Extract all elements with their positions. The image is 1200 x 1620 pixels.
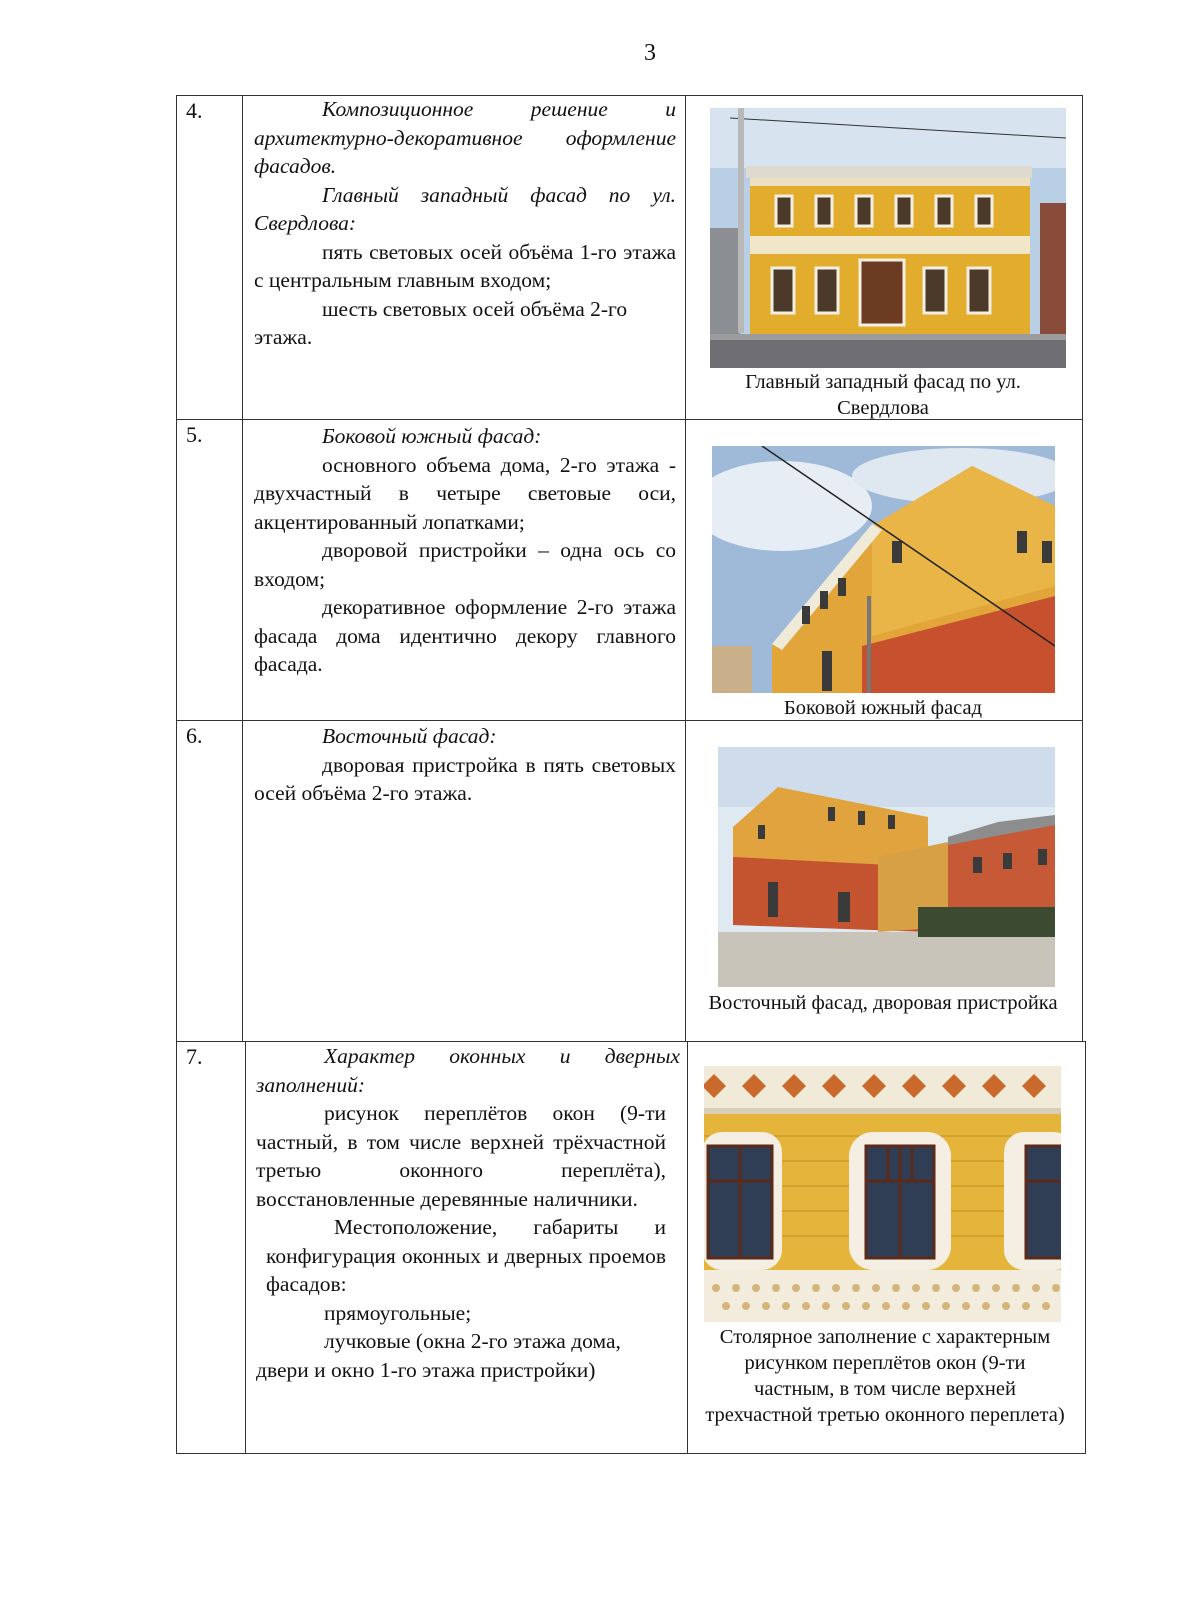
paragraph: Боковой южный фасад: [322, 424, 542, 448]
paragraph: лучковые (окна 2-го этажа дома, двери и окно 1-го этажа пристройки) [256, 1329, 621, 1382]
paragraph: Композиционное решение и архитектурно-декоративное оформление фасадов. [254, 97, 676, 178]
photo-south-side-facade [712, 446, 1055, 693]
photo-main-west-facade [710, 108, 1066, 368]
paragraph: шесть световых осей объёма 2-го этажа. [254, 296, 628, 349]
paragraph: Характер оконных и дверных заполнений: [256, 1044, 680, 1097]
row-text [254, 422, 676, 679]
photo-window-joinery [704, 1066, 1061, 1322]
cell-number [176, 419, 243, 721]
photo-caption: Восточный фасад, дворовая пристройка [708, 992, 1058, 1014]
row-text [254, 95, 676, 352]
paragraph: Главный западный фасад по ул. Свердлова: [254, 182, 676, 235]
row-number: 7. [186, 1044, 203, 1069]
paragraph: Местоположение, габариты и конфигурация оконных и дверных проемов фасадов: [266, 1215, 666, 1296]
cell-number [176, 95, 243, 420]
row-number: 6. [186, 723, 203, 748]
paragraph: рисунок переплётов окон (9-ти частный, в том числе верхней трёхчастной третью оконного переплёта), восстановленные деревянные наличники. [256, 1101, 666, 1211]
paragraph: пять световых осей объёма 1-го этажа с центральным главным входом; [254, 239, 676, 292]
cell-number [176, 1041, 246, 1454]
photo-caption: Боковой южный фасад [783, 697, 983, 719]
row-text [256, 1042, 680, 1384]
row-number: 4. [186, 98, 203, 123]
page-number: 3 [644, 40, 656, 66]
cell-number [176, 720, 243, 1042]
paragraph: прямоугольные; [324, 1300, 472, 1325]
paragraph: Восточный фасад: [322, 724, 497, 748]
row-text [254, 722, 676, 808]
paragraph: декоративное оформление 2-го этажа фасада дома идентично декору главного фасада. [254, 595, 676, 676]
photo-east-facade-courtyard [718, 747, 1055, 987]
row-number: 5. [186, 422, 203, 447]
paragraph: дворовая пристройка в пять световых осей объёма 2-го этажа. [254, 752, 676, 805]
photo-caption: Главный западный фасад по ул. Свердлова [745, 371, 1021, 419]
paragraph: дворовой пристройки – одна ось со входом; [254, 538, 676, 591]
paragraph: основного объема дома, 2-го этажа - двухчастный в четыре световые оси, акцентированный лопатками; [254, 452, 676, 534]
photo-caption: Столярное заполнение с характерным рисунком переплётов окон (9-ти частным, в том числе верхней трехчастной третью оконного переплета) [705, 1326, 1065, 1426]
